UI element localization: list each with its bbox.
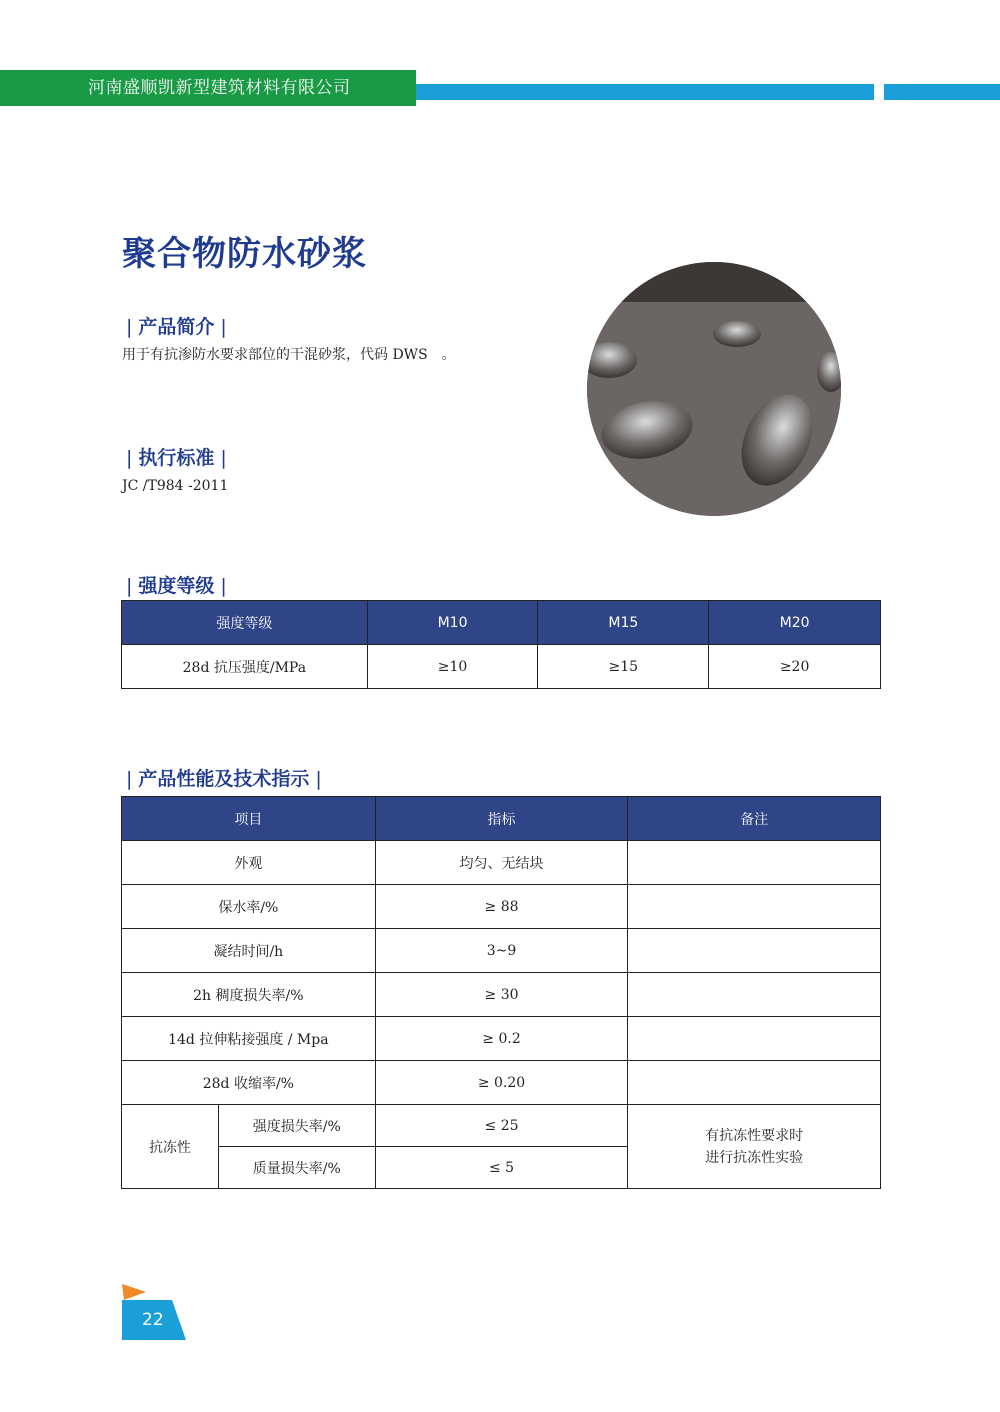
table-row bbox=[122, 885, 881, 929]
grade-header-cell: M20 bbox=[709, 601, 881, 645]
freeze-label-cell: 抗冻性 bbox=[122, 1105, 219, 1189]
intro-text: 用于有抗渗防水要求部位的干混砂浆，代码 DWS 。 bbox=[122, 347, 456, 363]
grade-cell: ≥10 bbox=[367, 645, 538, 689]
section-grade-label: 强度等级 bbox=[138, 575, 215, 597]
note-cell bbox=[628, 1061, 881, 1105]
page-title: 聚合物防水砂浆 bbox=[122, 234, 367, 274]
company-name: 河南盛顺凯新型建筑材料有限公司 bbox=[88, 78, 351, 98]
value-cell: ≤ 25 bbox=[375, 1105, 628, 1147]
value-cell: ≤ 5 bbox=[375, 1147, 628, 1189]
table-row bbox=[122, 841, 881, 885]
freeze-sub-cell: 质量损失率/% bbox=[218, 1147, 375, 1189]
performance-table bbox=[121, 796, 881, 1189]
table-row bbox=[122, 973, 881, 1017]
table-row bbox=[122, 1017, 881, 1061]
grade-table bbox=[121, 600, 881, 689]
value-cell: ≥ 88 bbox=[375, 885, 628, 929]
value-cell: ≥ 0.20 bbox=[375, 1061, 628, 1105]
section-standard-heading: | 执行标准 | bbox=[126, 447, 227, 469]
grade-cell: 28d 抗压强度/MPa bbox=[122, 645, 368, 689]
note-cell bbox=[628, 973, 881, 1017]
table-row bbox=[122, 1105, 881, 1147]
company-banner bbox=[0, 70, 416, 106]
performance-header-cell: 备注 bbox=[628, 797, 881, 841]
grade-cell: ≥20 bbox=[709, 645, 881, 689]
section-intro-heading: | 产品简介 | bbox=[126, 316, 227, 338]
table-row bbox=[122, 929, 881, 973]
freeze-note-line: 有抗冻性要求时 bbox=[705, 1127, 804, 1144]
value-cell: ≥ 30 bbox=[375, 973, 628, 1017]
header-blue-bar bbox=[416, 84, 874, 100]
section-performance-label: 产品性能及技术指示 bbox=[138, 768, 310, 790]
page-number-badge bbox=[120, 1284, 188, 1340]
item-cell: 28d 收缩率/% bbox=[122, 1061, 376, 1105]
note-cell bbox=[628, 1017, 881, 1061]
performance-header-cell: 指标 bbox=[375, 797, 628, 841]
grade-header-cell: M15 bbox=[538, 601, 709, 645]
grade-data-row bbox=[122, 645, 881, 689]
note-cell bbox=[628, 841, 881, 885]
item-cell: 保水率/% bbox=[122, 885, 376, 929]
section-grade-heading: | 强度等级 | bbox=[126, 575, 227, 597]
freeze-note-cell bbox=[628, 1105, 881, 1189]
value-cell: 均匀、无结块 bbox=[375, 841, 628, 885]
freeze-note-line: 进行抗冻性实验 bbox=[705, 1149, 804, 1166]
standard-text: JC /T984 -2011 bbox=[122, 478, 229, 494]
water-droplet-image bbox=[587, 262, 841, 516]
grade-header-row bbox=[122, 601, 881, 645]
section-performance-heading: | 产品性能及技术指示 | bbox=[126, 768, 322, 790]
table-row bbox=[122, 1061, 881, 1105]
note-cell bbox=[628, 885, 881, 929]
product-photo bbox=[587, 262, 841, 516]
grade-header-cell: 强度等级 bbox=[122, 601, 368, 645]
item-cell: 外观 bbox=[122, 841, 376, 885]
item-cell: 14d 拉伸粘接强度 / Mpa bbox=[122, 1017, 376, 1061]
note-cell bbox=[628, 929, 881, 973]
performance-header-row bbox=[122, 797, 881, 841]
section-standard-label: 执行标准 bbox=[138, 447, 215, 469]
grade-header-cell: M10 bbox=[367, 601, 538, 645]
performance-header-cell: 项目 bbox=[122, 797, 376, 841]
item-cell: 2h 稠度损失率/% bbox=[122, 973, 376, 1017]
value-cell: ≥ 0.2 bbox=[375, 1017, 628, 1061]
header-blue-bar-short bbox=[884, 84, 1000, 100]
page-number: 22 bbox=[142, 1310, 164, 1330]
value-cell: 3~9 bbox=[375, 929, 628, 973]
section-intro-label: 产品简介 bbox=[138, 316, 215, 338]
freeze-sub-cell: 强度损失率/% bbox=[218, 1105, 375, 1147]
item-cell: 凝结时间/h bbox=[122, 929, 376, 973]
grade-cell: ≥15 bbox=[538, 645, 709, 689]
